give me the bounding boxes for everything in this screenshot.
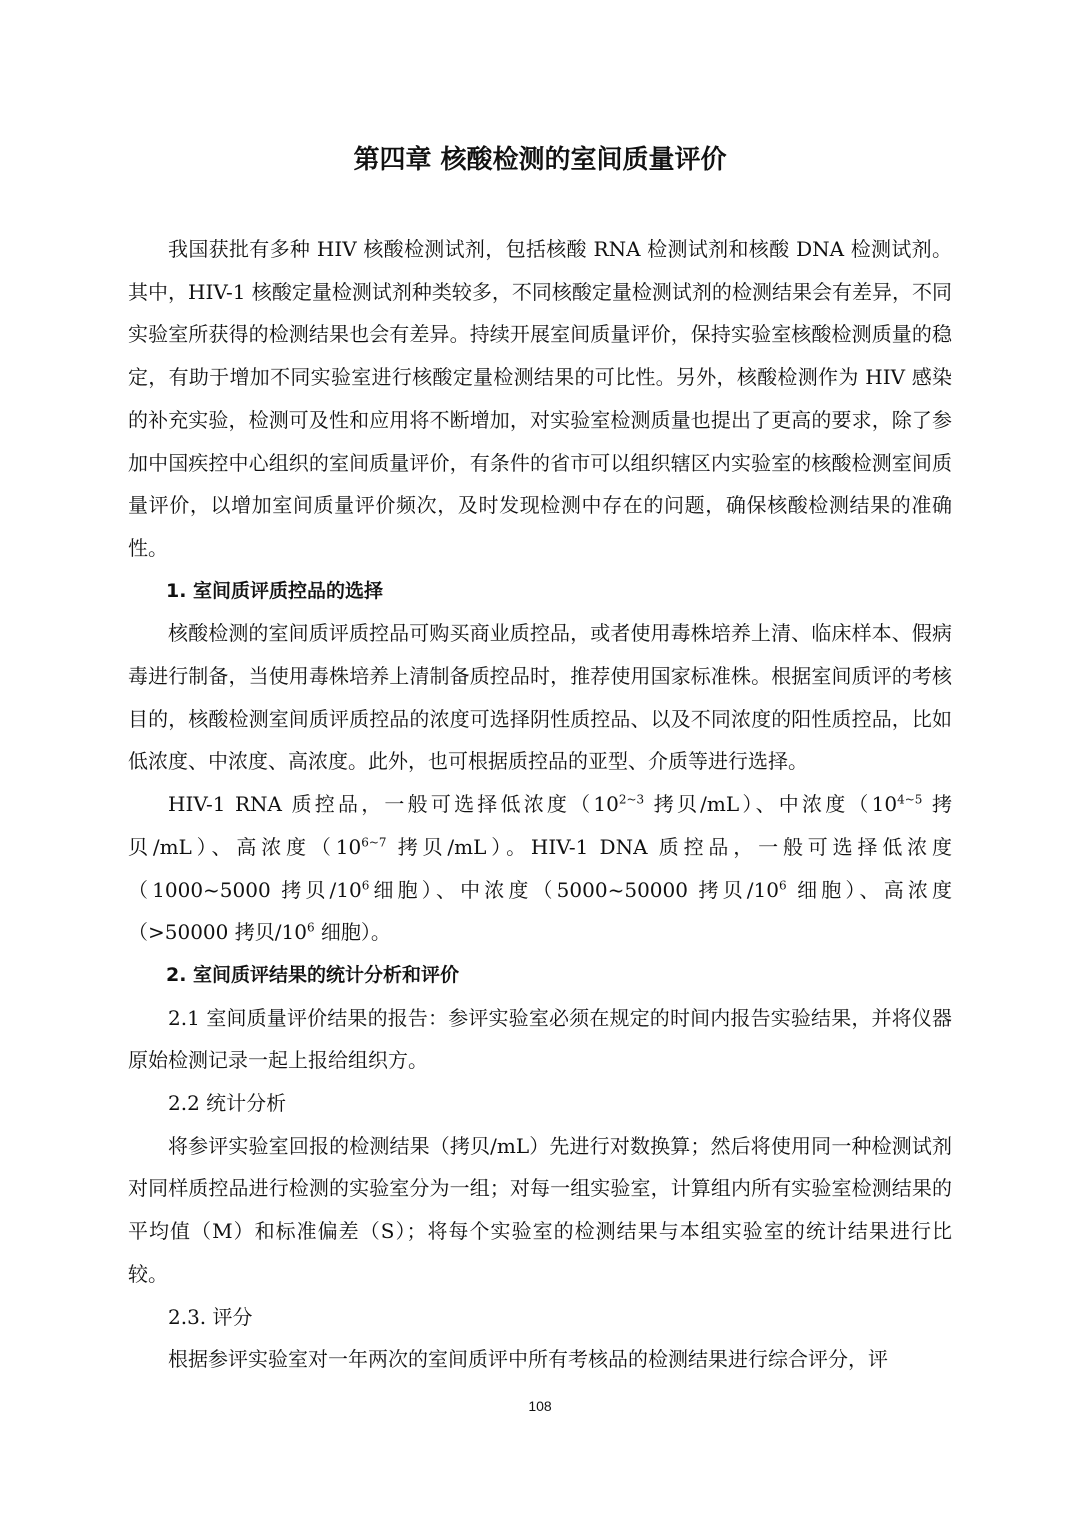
section-2-2-paragraph: 将参评实验室回报的检测结果（拷贝/mL）先进行对数换算；然后将使用同一种检测试剂对同样质控品进行检测的实验室分为一组；对每一组实验室，计算组内所有实验室检测结果的平均值（M）和标准偏差（S）；将每个实验室的检测结果与本组实验室的统计结果进行比较。 bbox=[128, 1133, 952, 1286]
body-text bbox=[128, 228, 952, 1381]
chapter-title: 第四章 核酸检测的室间质量评价 bbox=[353, 145, 727, 175]
section-2-heading: 2. 室间质评结果的统计分析和评价 bbox=[166, 963, 460, 986]
section-1-heading: 1. 室间质评质控品的选择 bbox=[166, 579, 384, 602]
intro-paragraph: 我国获批有多种 HIV 核酸检测试剂，包括核酸 RNA 检测试剂和核酸 DNA 检测试剂。其中，HIV-1 核酸定量检测试剂种类较多，不同核酸定量检测试剂的检测结果会有差异，不同实验室所获得的检测结果也会有差异。持续开展室间质量评价，保持实验室核酸检测质量的稳定，有助于增加不同实验室进行核酸定量检测结果的可比性。另外，核酸检测作为 HIV 感染的补充实验，检测可及性和应用将不断增加，对实验室检测质量也提出了更高的要求，除了参加中国疾控中心组织的室间质量评价，有条件的省市可以组织辖区内实验室的核酸检测室间质量评价，以增加室间质量评价频次，及时发现检测中存在的问题，确保核酸检测结果的准确性。 bbox=[128, 237, 952, 560]
section-2-3-heading: 2.3. 评分 bbox=[168, 1304, 253, 1329]
concentration-paragraph: HIV-1 RNA 质控品，一般可选择低浓度（$10^{2\sim 3}$ 拷贝/mL）、中浓度（$10^{4\sim 5}$ 拷贝/mL）、高浓度（$10^{6\sim 7}$ 拷贝/mL）。HIV-1 DNA 质控品，一般可选择低浓度（1000~5000 拷贝$/10^6$细胞）、中浓度（5000~50000 拷贝$/10^6$ 细胞）、高浓度（>50000 拷贝$/10^6$ 细胞）。 bbox=[128, 792, 953, 945]
section-2-1-paragraph: 2.1 室间质量评价结果的报告：参评实验室必须在规定的时间内报告实验结果，并将仪器原始检测记录一起上报给组织方。 bbox=[128, 1005, 952, 1073]
section-1-paragraph: 核酸检测的室间质评质控品可购买商业质控品，或者使用毒株培养上清、临床样本、假病毒进行制备，当使用毒株培养上清制备质控品时，推荐使用国家标准株。根据室间质评的考核目的，核酸检测室间质评质控品的浓度可选择阴性质控品、以及不同浓度的阳性质控品，比如低浓度、中浓度、高浓度。此外，也可根据质控品的亚型、介质等进行选择。 bbox=[128, 621, 952, 774]
section-2-3-paragraph: 根据参评实验室对一年两次的室间质评中所有考核品的检测结果进行综合评分，评 bbox=[168, 1347, 888, 1372]
section-2-2-heading: 2.2 统计分析 bbox=[168, 1091, 287, 1116]
page-number: 108 bbox=[528, 1398, 552, 1414]
